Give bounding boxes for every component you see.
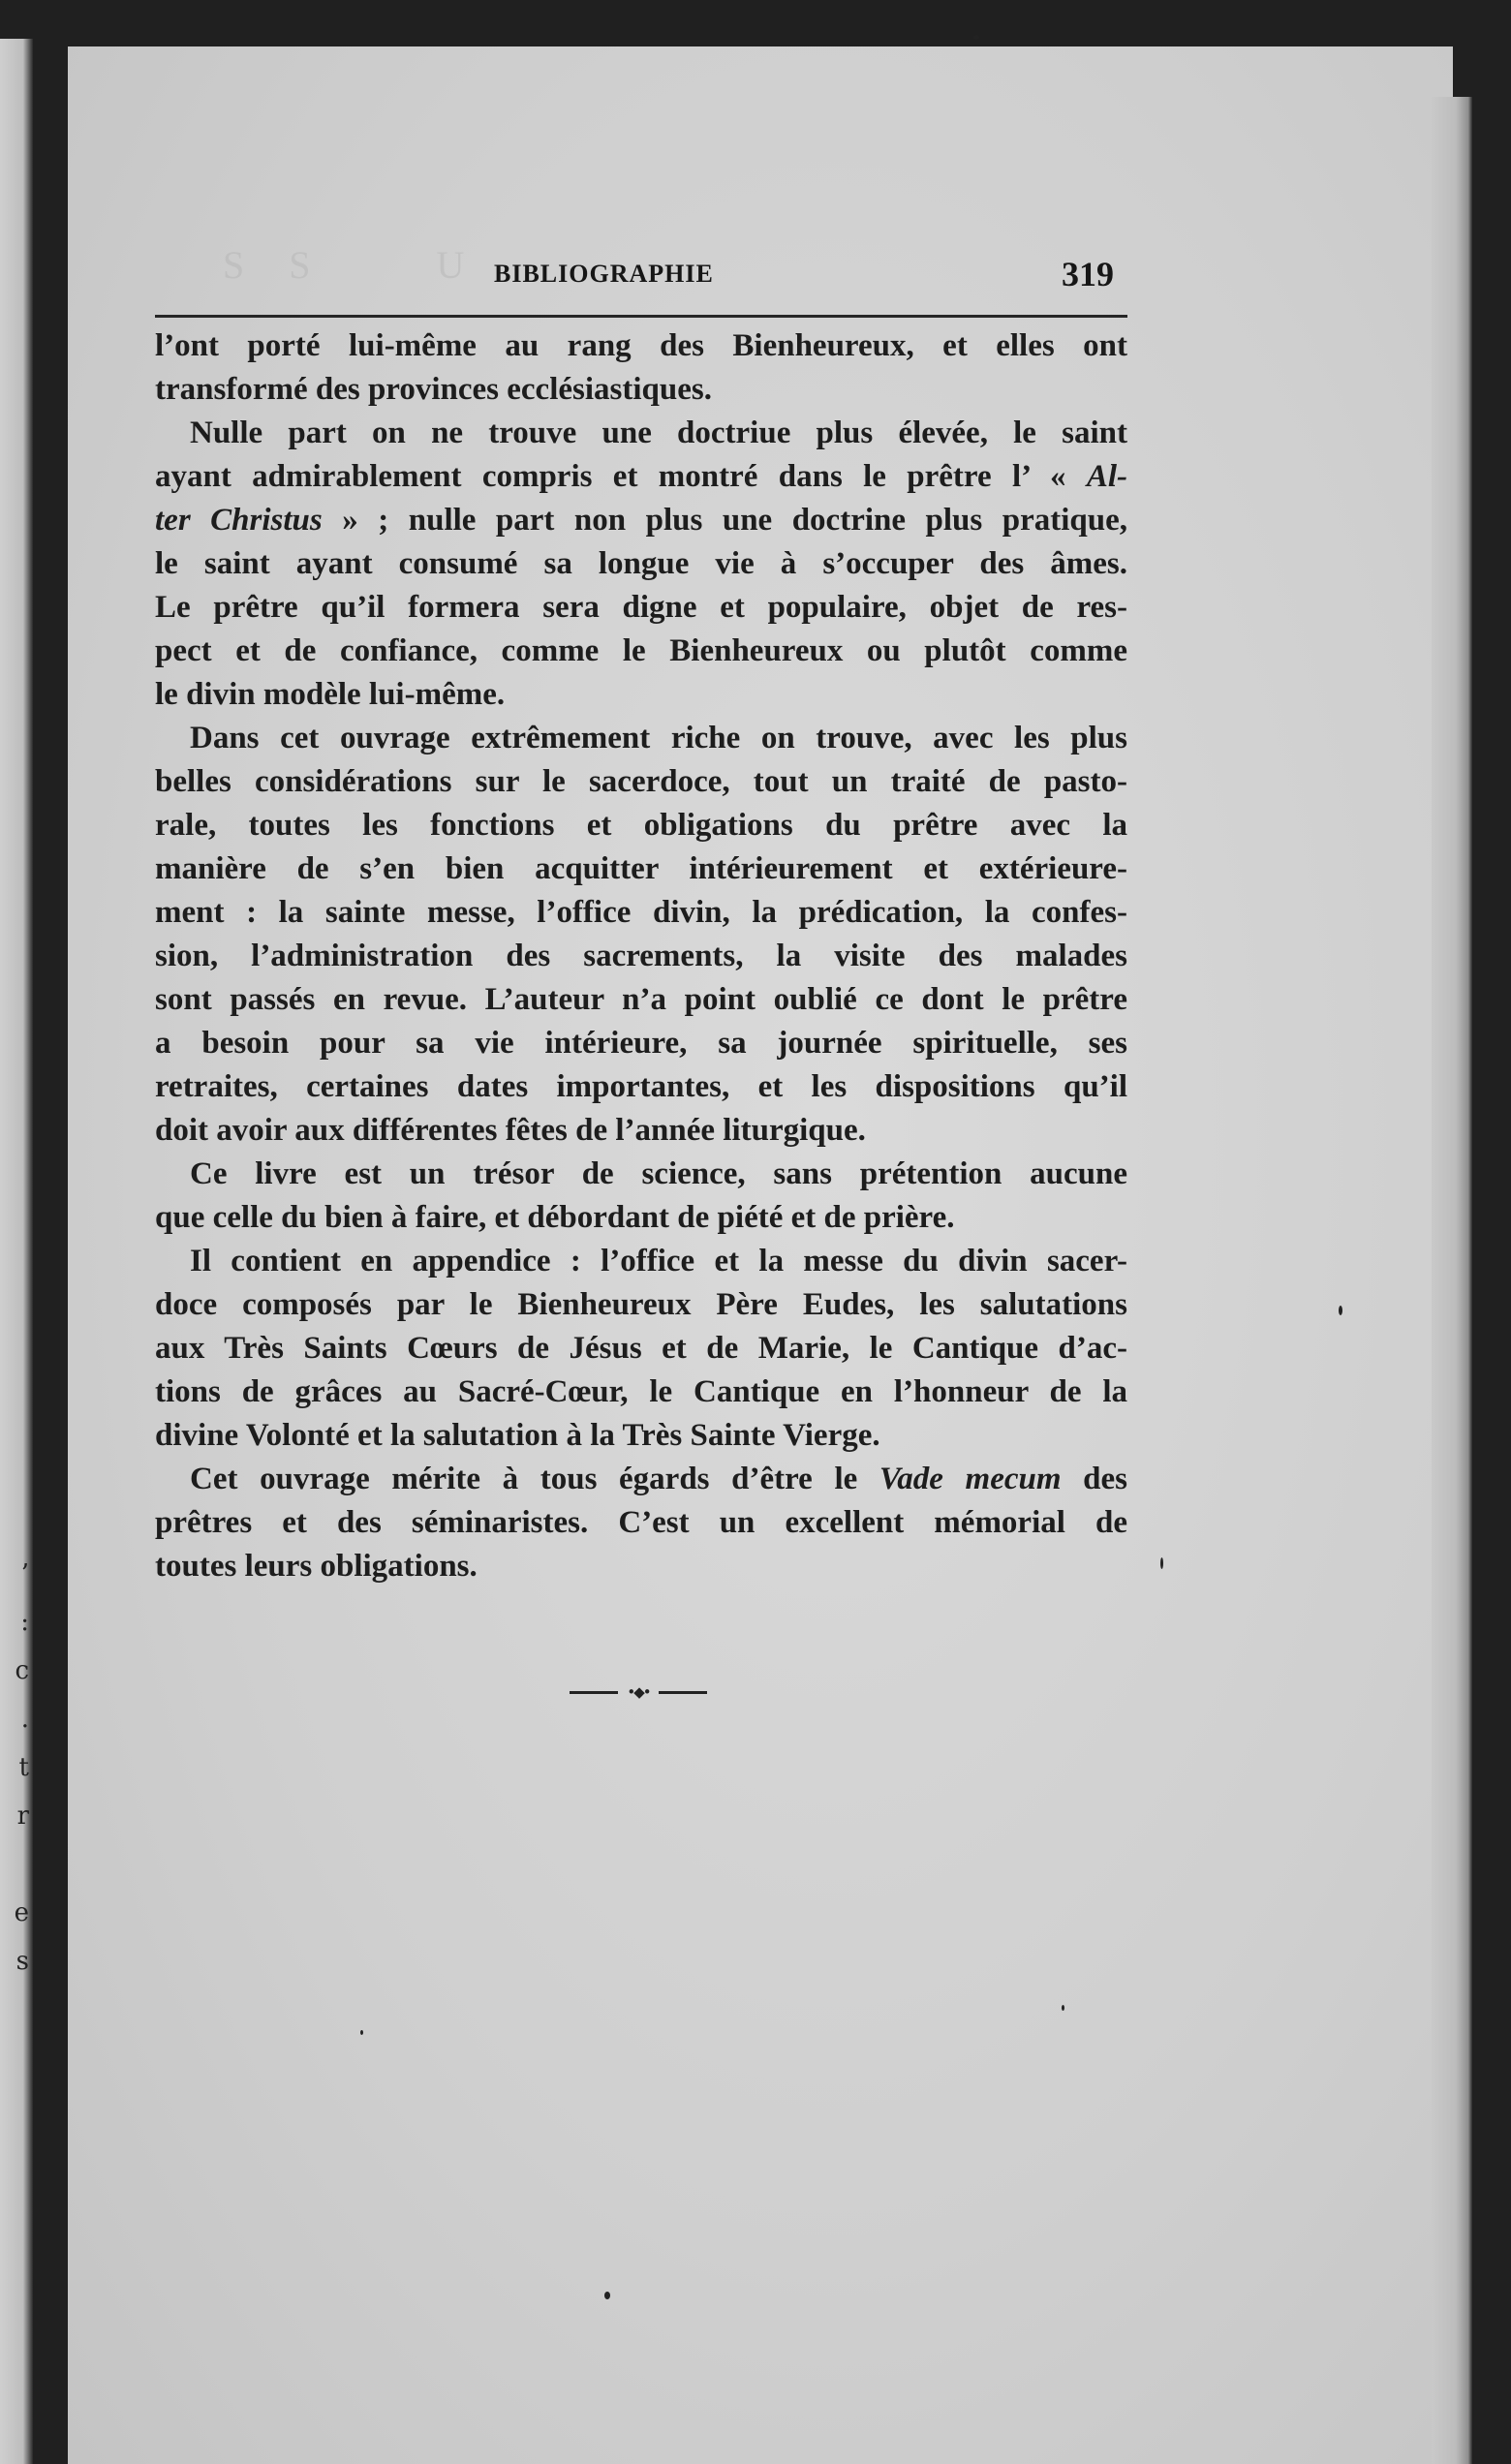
previous-page-edge [0,39,33,2464]
paragraph [155,1240,1127,1458]
text-line: sont passés en revue. L’auteur n’a point oublié ce dont le prêtre [155,982,1127,1017]
text-line: aux Très Saints Cœurs de Jésus et de Marie, le Cantique d’ac- [155,1331,1127,1366]
ornament-bar-right [659,1691,707,1694]
body-text [155,324,1127,1588]
text-line: rale, toutes les fonctions et obligations du prêtre avec la [155,808,1127,843]
text-line: Cet ouvrage mérite à tous égards d’être le Vade mecum des [190,1462,1128,1496]
text-line: ment : la sainte messe, l’office divin, la prédication, la confes- [155,895,1127,930]
text-line: ayant admirablement compris et montré dans le prêtre l’ « Al- [155,459,1127,494]
text-line: divine Volonté et la salutation à la Très Sainte Vierge. [155,1418,880,1453]
text-line: le saint ayant consumé sa longue vie à s’occuper des âmes. [155,546,1127,581]
text-line: Nulle part on ne trouve une doctriue plus élevée, le saint [190,416,1127,450]
text-line: retraites, certaines dates importantes, et les dispositions qu’il [155,1069,1127,1104]
text-line: manière de s’en bien acquitter intérieurement et extérieure- [155,851,1127,886]
page-header [155,254,1133,312]
paragraph [155,1458,1127,1588]
text-line: le divin modèle lui-même. [155,677,506,712]
text-line: l’ont porté lui-même au rang des Bienheureux, et elles ont [155,328,1127,363]
scan-speck [1062,2005,1064,2011]
ornament-knot: •◆• [627,1683,650,1701]
header-rule [155,315,1127,318]
text-line: toutes leurs obligations. [155,1549,478,1584]
text-line: Le prêtre qu’il formera sera digne et populaire, objet de res- [155,590,1127,625]
text-line: Ce livre est un trésor de science, sans prétention aucune [190,1156,1127,1191]
scan-speck [973,35,979,40]
text-line: que celle du bien à faire, et débordant de piété et de prière. [155,1200,955,1235]
ornament-bar-left [570,1691,618,1694]
text-line: prêtres et des séminaristes. C’est un excellent mémorial de [155,1505,1127,1540]
scan-speck [1160,1557,1163,1569]
paragraph [155,717,1127,1153]
text-line: a besoin pour sa vie intérieure, sa journée spirituelle, ses [155,1026,1127,1061]
text-line: Il contient en appendice : l’office et la messe du divin sacer- [190,1244,1127,1278]
paragraph [155,1153,1127,1240]
scan-speck [604,2292,610,2299]
text-line: sion, l’administration des sacrements, la visite des malades [155,939,1127,973]
text-line: doce composés par le Bienheureux Père Eudes, les salutations [155,1287,1127,1322]
text-line: pect et de confiance, comme le Bienheureux ou plutôt comme [155,633,1127,668]
text-line: doit avoir aux différentes fêtes de l’année liturgique. [155,1113,866,1148]
running-title: BIBLIOGRAPHIE [494,260,714,288]
bleed-through-text: S S U [223,243,469,287]
text-line: tions de grâces au Sacré-Cœur, le Cantique en l’honneur de la [155,1374,1127,1409]
paragraph [155,412,1127,717]
text-line: transformé des provinces ecclésiastiques. [155,372,712,407]
page-number: 319 [1062,255,1114,293]
scan-speck [360,2030,363,2035]
previous-page-letters: ’ : c . t r e s [14,1559,29,1976]
end-ornament [570,1684,707,1700]
text-line: Dans cet ouvrage extrêmement riche on trouve, avec les plus [190,721,1127,755]
scan-speck [1339,1306,1342,1315]
text-line: ter Christus » ; nulle part non plus une doctrine plus pratique, [155,503,1127,538]
bleed-through-text [242,1724,256,1770]
page-stack-edge [1432,97,1472,2464]
paragraph [155,324,1127,412]
text-line: belles considérations sur le sacerdoce, tout un traité de pasto- [155,764,1127,799]
